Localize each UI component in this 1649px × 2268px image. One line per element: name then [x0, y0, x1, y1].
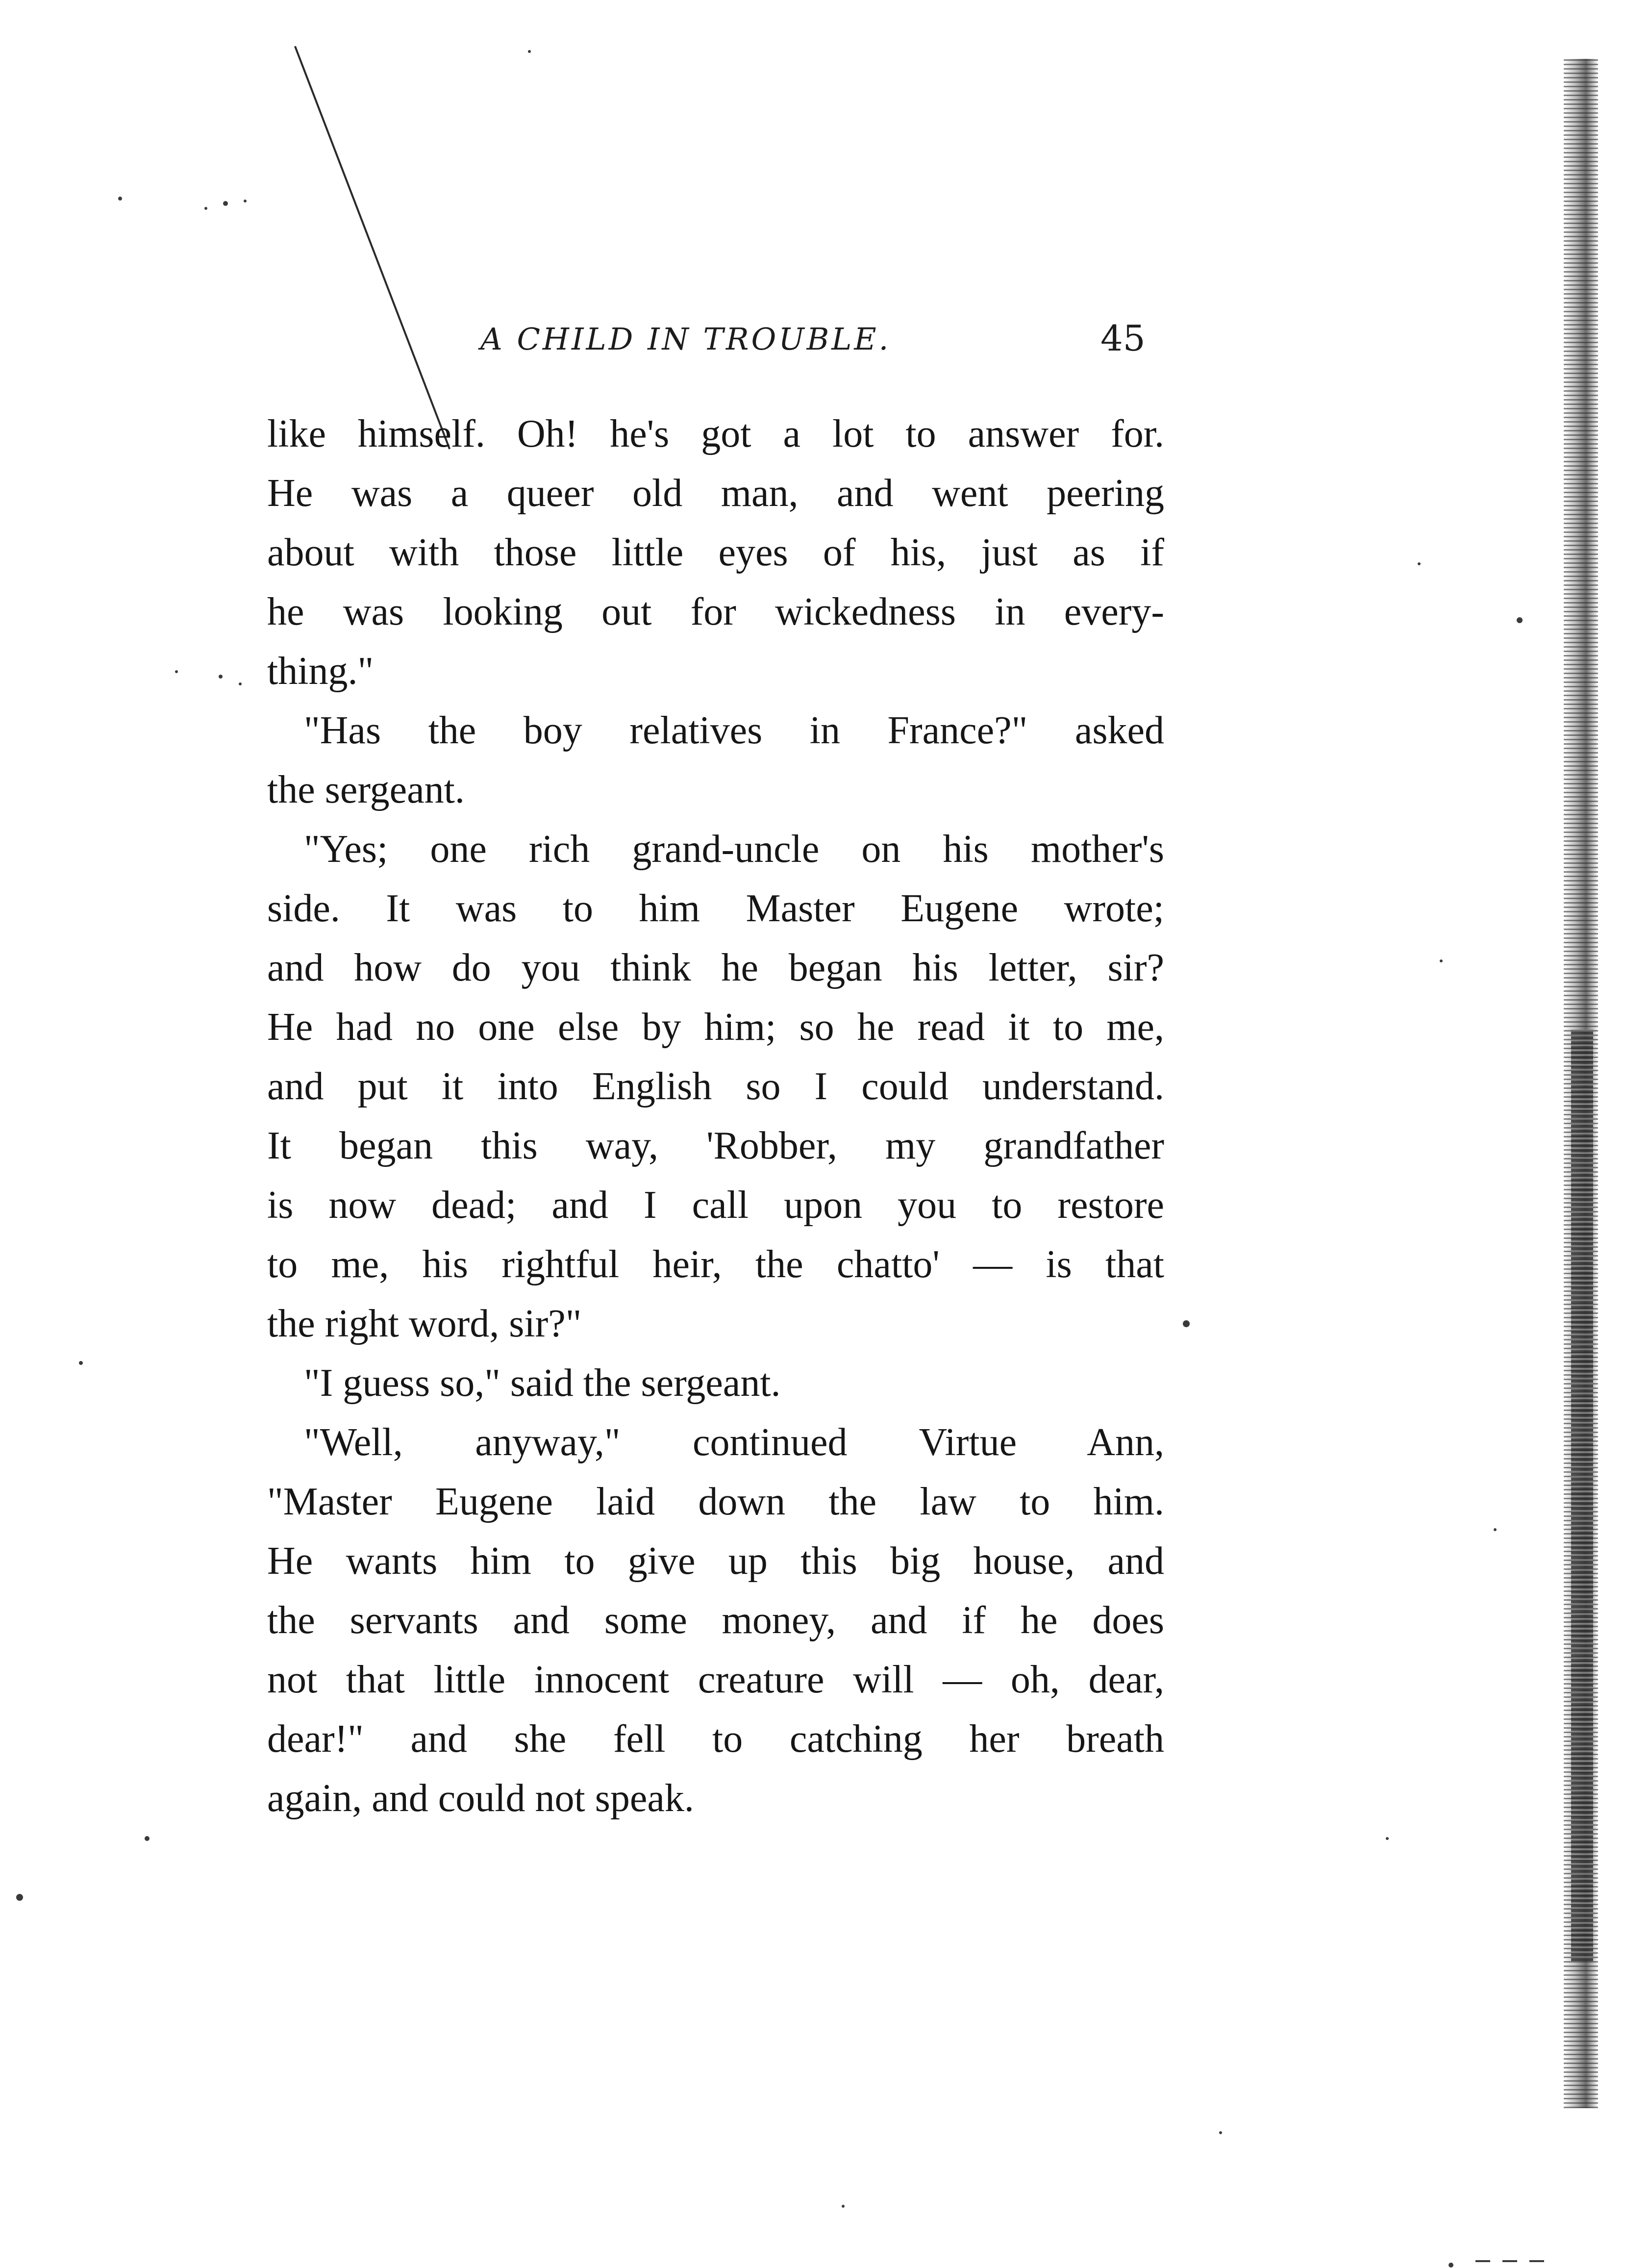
text-line: It began this way, 'Robber, my grandfather [267, 1124, 1164, 1167]
text-line: He was a queer old man, and went peering [267, 472, 1164, 515]
text-line: He had no one else by him; so he read it to me, [267, 1006, 1164, 1049]
text-line: the sergeant. [267, 768, 465, 811]
text-line: about with those little eyes of his, just as if [267, 531, 1164, 574]
text-line: "Has the boy relatives in France?" asked [304, 709, 1164, 752]
text-line: "Well, anyway," continued Virtue Ann, [304, 1421, 1164, 1464]
text-line: not that little innocent creature will — oh, dear, [267, 1658, 1164, 1701]
text-line: He wants him to give up this big house, and [267, 1539, 1164, 1583]
running-head: A CHILD IN TROUBLE. [480, 321, 891, 357]
text-line: and put it into English so I could understand. [267, 1065, 1164, 1108]
text-line: and how do you think he began his letter, sir? [267, 946, 1164, 989]
text-line: is now dead; and I call upon you to restore [267, 1184, 1164, 1227]
text-line: "Yes; one rich grand-uncle on his mother's [304, 828, 1164, 871]
text-line: like himself. Oh! he's got a lot to answer for. [267, 412, 1164, 455]
text-line: the servants and some money, and if he does [267, 1599, 1164, 1642]
text-line: "Master Eugene laid down the law to him. [267, 1480, 1164, 1523]
text-line: the right word, sir?" [267, 1302, 582, 1345]
text-line: thing." [267, 650, 374, 693]
text-line: "I guess so," said the sergeant. [304, 1361, 781, 1405]
text-line: side. It was to him Master Eugene wrote; [267, 887, 1164, 930]
text-line: he was looking out for wickedness in every- [267, 590, 1164, 633]
text-line: to me, his rightful heir, the chatto' — is that [267, 1243, 1164, 1286]
text-line: again, and could not speak. [267, 1777, 694, 1820]
text-line: dear!" and she fell to catching her breath [267, 1717, 1164, 1761]
page-number: 45 [1100, 318, 1146, 359]
